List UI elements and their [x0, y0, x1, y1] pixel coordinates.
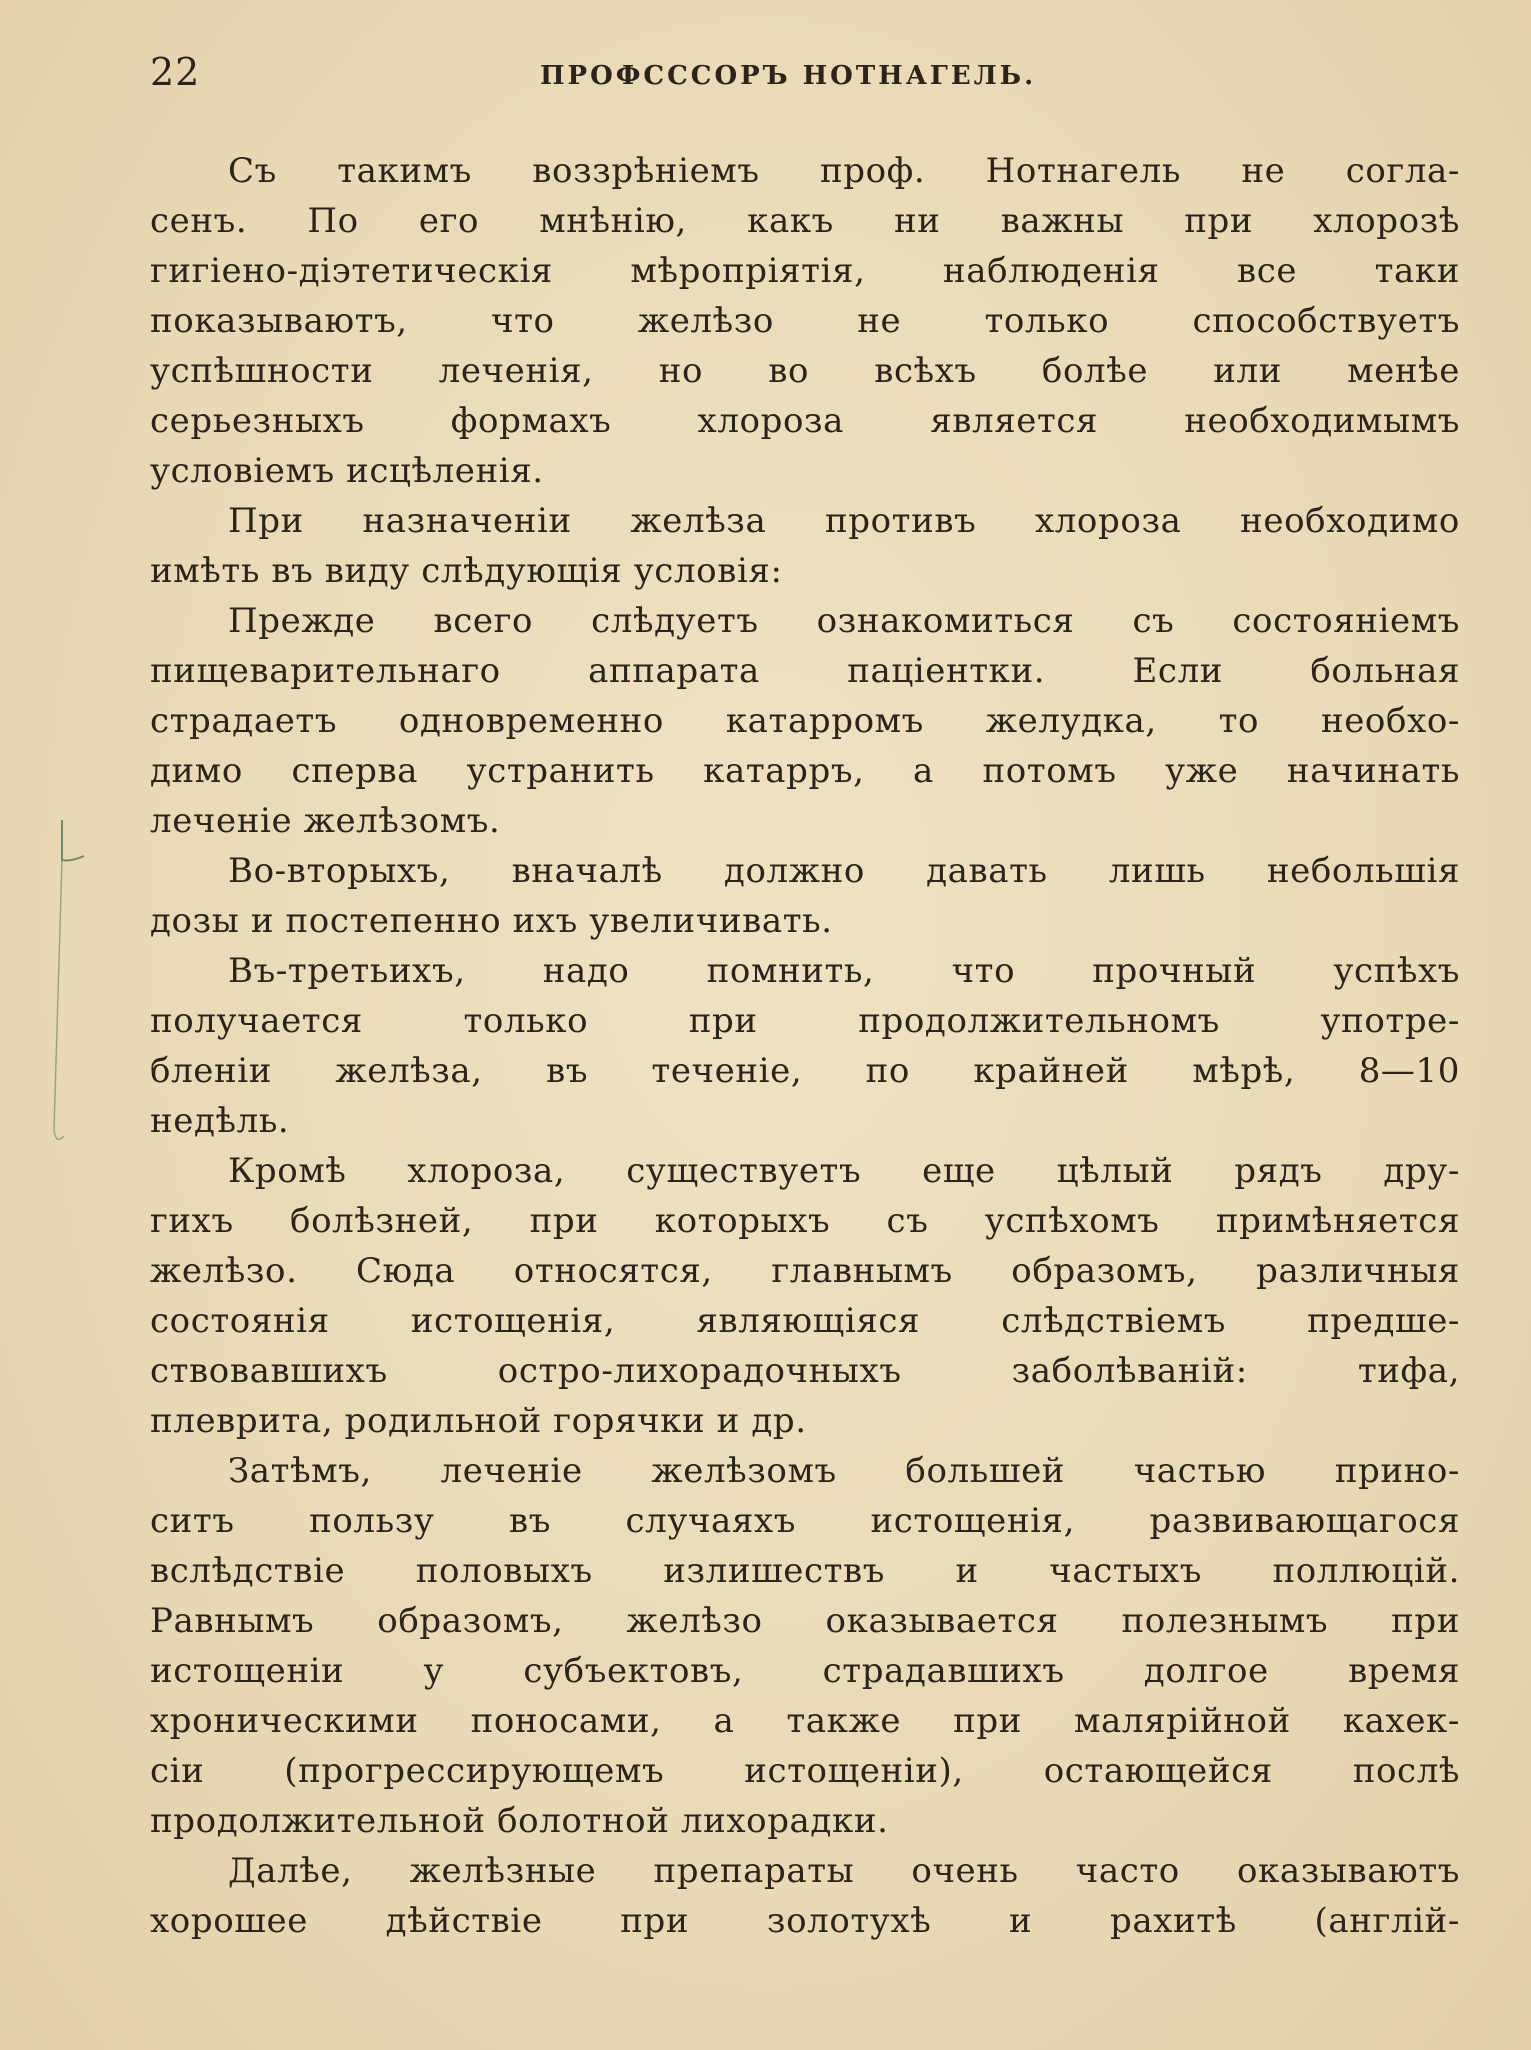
text-line: хроническими поносами, а также при малярійной кахек- [150, 1701, 1460, 1741]
text-line: Съ такимъ воззрѣніемъ проф. Нотнагель не согла- [228, 151, 1460, 191]
text-line: димо сперва устранить катарръ, а потомъ уже начинать [150, 751, 1460, 791]
text-line: Равнымъ образомъ, желѣзо оказывается полезнымъ при [150, 1601, 1460, 1641]
text-line: гигіено-діэтетическія мѣропріятія, наблюденія все таки [150, 251, 1460, 291]
text-line: пищеварительнаго аппарата паціентки. Если больная [150, 651, 1460, 691]
text-line: серьезныхъ формахъ хлороза является необходимымъ [150, 401, 1460, 441]
text-line: Прежде всего слѣдуетъ ознакомиться съ состояніемъ [228, 601, 1460, 641]
text-line: получается только при продолжительномъ употре- [150, 1001, 1460, 1041]
text-line: леченіе желѣзомъ. [150, 801, 501, 841]
text-line: состоянія истощенія, являющіяся слѣдствіемъ предше- [150, 1301, 1460, 1341]
text-line: истощеніи у субъектовъ, страдавшихъ долгое время [150, 1651, 1460, 1691]
text-line: недѣль. [150, 1101, 290, 1141]
text-line: сенъ. По его мнѣнію, какъ ни важны при хлорозѣ [150, 201, 1460, 241]
text-line: страдаетъ одновременно катарромъ желудка, то необхо- [150, 701, 1460, 741]
text-line: Во-вторыхъ, вначалѣ должно давать лишь небольшія [228, 851, 1460, 891]
text-line: дозы и постепенно ихъ увеличивать. [150, 901, 833, 941]
text-line: Кромѣ хлороза, существуетъ еще цѣлый рядъ дру- [228, 1151, 1460, 1191]
text-line: имѣть въ виду слѣдующія условія: [150, 551, 783, 591]
running-head: ПРОФСССОРЪ НОТНАГЕЛЬ. [540, 61, 1037, 91]
body-text [150, 146, 1460, 1946]
text-line: желѣзо. Сюда относятся, главнымъ образомъ, различныя [150, 1251, 1460, 1291]
text-line: Затѣмъ, леченіе желѣзомъ большей частью прино- [228, 1451, 1460, 1491]
text-line: плеврита, родильной горячки и др. [150, 1401, 807, 1441]
pencil-margin-mark [40, 800, 120, 1160]
text-line: При назначеніи желѣза противъ хлороза необходимо [228, 501, 1460, 541]
text-line: успѣшности леченія, но во всѣхъ болѣе или менѣе [150, 351, 1460, 391]
text-line: Въ-третьихъ, надо помнить, что прочный успѣхъ [228, 951, 1460, 991]
text-line: вслѣдствіе половыхъ излишествъ и частыхъ поллюцій. [150, 1551, 1460, 1591]
text-line: гихъ болѣзней, при которыхъ съ успѣхомъ примѣняется [150, 1201, 1460, 1241]
text-line: хорошее дѣйствіе при золотухѣ и рахитѣ (англій- [150, 1901, 1460, 1941]
text-line: сіи (прогрессирующемъ истощеніи), остающейся послѣ [150, 1751, 1460, 1791]
page-number: 22 [150, 50, 201, 94]
text-line: показываютъ, что желѣзо не только способствуетъ [150, 301, 1460, 341]
text-line: ситъ пользу въ случаяхъ истощенія, развивающагося [150, 1501, 1460, 1541]
text-line: ствовавшихъ остро-лихорадочныхъ заболѣваній: тифа, [150, 1351, 1460, 1391]
text-line: условіемъ исцѣленія. [150, 451, 544, 491]
text-line: продолжительной болотной лихорадки. [150, 1801, 889, 1841]
page-header [150, 48, 1460, 96]
text-line: бленіи желѣза, въ теченіе, по крайней мѣрѣ, 8—10 [150, 1051, 1460, 1091]
text-line: Далѣе, желѣзные препараты очень часто оказываютъ [228, 1851, 1460, 1891]
